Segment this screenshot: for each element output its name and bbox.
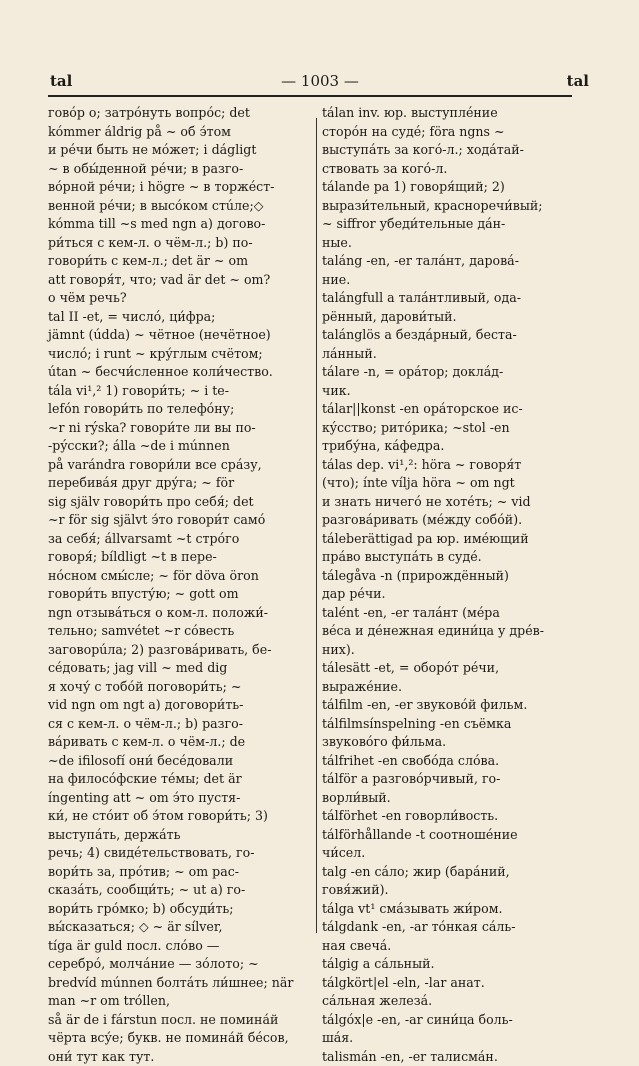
right-column bbox=[322, 104, 572, 1066]
right-column-line: tálfilmsínspelning -en съёмка bbox=[322, 715, 572, 734]
left-column-line: så är de i fárstun посл. не помина́й чёрта всу́е; букв. не помина́й бéсов, они́ тут как тут. bbox=[48, 1011, 310, 1066]
left-column-line: ри́ться с кем-л. о чём-л.; b) по- bbox=[48, 234, 310, 253]
left-column-line: перебивáя друг дру́га; ~ för bbox=[48, 474, 310, 493]
left-column-line: ngn отзывáться о ком-л. положи́- bbox=[48, 604, 310, 623]
left-column-line: tála vi¹,² 1) говори́ть; ~ i te- bbox=[48, 382, 310, 401]
right-column-line: tálande pa 1) говоря́щий; 2) bbox=[322, 178, 572, 197]
right-column-line: táleberättigad pa юр. имéющий bbox=[322, 530, 572, 549]
right-column-line: шáя. bbox=[322, 1029, 572, 1048]
right-column-line: (что); ínte vílja höra ~ om ngt bbox=[322, 474, 572, 493]
left-column-line: jämnt (údda) ~ чётное (нечётное) bbox=[48, 326, 310, 345]
right-column-line: дар рéчи. bbox=[322, 585, 572, 604]
right-column-line: tálas dep. vi¹,²: höra ~ говоря́т bbox=[322, 456, 572, 475]
left-column-line: tíga är guld посл. слóво — bbox=[48, 937, 310, 956]
right-column-line: прáво выступáть в судé. bbox=[322, 548, 572, 567]
right-column-line: tálgkört|el -eln, -lar анат. bbox=[322, 974, 572, 993]
running-head-left: tal bbox=[50, 72, 72, 90]
left-column-line: вори́ть за, прóтив; ~ om рас- bbox=[48, 863, 310, 882]
right-column-line: taláng -en, -er талáнт, даровá- bbox=[322, 252, 572, 271]
left-column-line: сéдовать; jag vill ~ med dig bbox=[48, 659, 310, 678]
left-column-line: -рýсски?; álla ~de i múnnen bbox=[48, 437, 310, 456]
left-column-line: о чём речь? bbox=[48, 289, 310, 308]
left-column-line: речь; 4) свидéтельствовать, го- bbox=[48, 844, 310, 863]
right-column-line: них). bbox=[322, 641, 572, 660]
left-column-line: ~r ni rýska? говори́те ли вы по- bbox=[48, 419, 310, 438]
right-column-line: ная свечá. bbox=[322, 937, 572, 956]
right-column-line: tálför a разговóрчивый, го- bbox=[322, 770, 572, 789]
left-column-line: сказáть, сообщи́ть; ~ ut a) го- bbox=[48, 881, 310, 900]
left-column-line: за себя́; állvarsamt ~t стрóго bbox=[48, 530, 310, 549]
left-column-line: kómma till ~s med ngn a) догово- bbox=[48, 215, 310, 234]
right-column-line: говя́жий). bbox=[322, 881, 572, 900]
right-column-line: ствовать за когó-л. bbox=[322, 160, 572, 179]
left-column-line: vid ngn om ngt а) договори́ть- bbox=[48, 696, 310, 715]
right-column-line: tálförhållande -t соотношéние bbox=[322, 826, 572, 845]
left-column-line: útan ~ бесчи́сленное коли́чество. bbox=[48, 363, 310, 382]
left-column-line: ~de ifilosofí они́ бесéдовали bbox=[48, 752, 310, 771]
left-column-line: говоря́; bíldligt ~t в пере- bbox=[48, 548, 310, 567]
right-column-line: кýсство; ритóрика; ~stol -en bbox=[322, 419, 572, 438]
left-column-line: tal II -et, = числó, ци́фра; bbox=[48, 308, 310, 327]
left-column-line: ~ в обы́денной рéчи; в разго- bbox=[48, 160, 310, 179]
right-column-line: talángfull a талáнтливый, ода- bbox=[322, 289, 572, 308]
left-column-line: íngenting att ~ om э́то пустя- bbox=[48, 789, 310, 808]
left-column-line: sig själv говори́ть про себя́; det bbox=[48, 493, 310, 512]
right-column-line: tálgig a сáльный. bbox=[322, 955, 572, 974]
right-column-line: вéса и дéнежная едини́ца у дрéв- bbox=[322, 622, 572, 641]
left-column-line: на филосóфские тéмы; det är bbox=[48, 770, 310, 789]
right-column-line: ~ siffror убеди́тельные дáн- bbox=[322, 215, 572, 234]
left-column-line: вори́ть грóмко; b) обсуди́ть; bbox=[48, 900, 310, 919]
left-column-line: вóрной рéчи; i högre ~ в торжéст- bbox=[48, 178, 310, 197]
right-column-line: tálan inv. юр. выступлéние bbox=[322, 104, 572, 123]
right-column-line: ные. bbox=[322, 234, 572, 253]
right-column-line: tálgdank -en, -ar тóнкая сáль- bbox=[322, 918, 572, 937]
column-divider bbox=[316, 118, 317, 933]
left-column-line: bredvíd múnnen болтáть ли́шнее; när man ~r om tróllen, bbox=[48, 974, 310, 1011]
right-column-line: ние. bbox=[322, 271, 572, 290]
left-column-line: венной рéчи; в высóком стúле;◇ bbox=[48, 197, 310, 216]
right-column-line: трибу́на, кáфедра. bbox=[322, 437, 572, 456]
right-column-line: звуковóго фи́льма. bbox=[322, 733, 572, 752]
left-column-line: вы́сказаться; ◇ ~ är sílver, bbox=[48, 918, 310, 937]
page-number: — 1003 — bbox=[270, 72, 370, 90]
right-column-line: talg -en сáло; жир (барáний, bbox=[322, 863, 572, 882]
header-rule bbox=[48, 95, 572, 97]
right-column-line: tálesätt -et, = оборóт рéчи, bbox=[322, 659, 572, 678]
left-column-line: att говоря́т, что; vad är det ~ om? bbox=[48, 271, 310, 290]
left-column-line: заговорúла; 2) разговáривать, бе- bbox=[48, 641, 310, 660]
left-column-line: вáривать с кем-л. о чём-л.; de bbox=[48, 733, 310, 752]
right-column-line: tálar||konst -en орáторское ис- bbox=[322, 400, 572, 419]
left-column-line: lefón говори́ть по телефóну; bbox=[48, 400, 310, 419]
left-column-line: говори́ть впусту́ю; ~ gott om bbox=[48, 585, 310, 604]
right-column-line: разговáривать (мéжду собóй). bbox=[322, 511, 572, 530]
right-column-line: talént -en, -er талáнт (мéра bbox=[322, 604, 572, 623]
right-column-line: выступáть за когó-л.; ходáтай- bbox=[322, 141, 572, 160]
running-head-right: tal bbox=[567, 72, 589, 90]
left-column bbox=[48, 104, 310, 1066]
right-column-line: tálga vt¹ смáзывать жи́ром. bbox=[322, 900, 572, 919]
right-column-line: tálförhet -en говорли́вость. bbox=[322, 807, 572, 826]
right-column-line: talismán -en, -er талисмáн. bbox=[322, 1048, 572, 1066]
left-column-line: ки́, не стóит об э́том говори́ть; 3) выступáть, держáть bbox=[48, 807, 310, 844]
right-column-line: чик. bbox=[322, 382, 572, 401]
right-column-line: сторóн на судé; föra ngns ~ bbox=[322, 123, 572, 142]
left-column-line: på varándra говори́ли все срáзу, bbox=[48, 456, 310, 475]
right-column-line: выражéние. bbox=[322, 678, 572, 697]
right-column-line: tálare -n, = орáтор; доклáд- bbox=[322, 363, 572, 382]
left-column-line: kómmer áldrig på ~ об э́том bbox=[48, 123, 310, 142]
right-column-line: talánglös a бездáрный, беста- bbox=[322, 326, 572, 345]
left-column-line: тельно; samvétet ~r сóвесть bbox=[48, 622, 310, 641]
right-column-line: tálgóx|e -en, -ar сини́ца боль- bbox=[322, 1011, 572, 1030]
right-column-line: и знать ничегó не хотéть; ~ vid bbox=[322, 493, 572, 512]
right-column-line: сáльная железá. bbox=[322, 992, 572, 1011]
right-column-line: ворли́вый. bbox=[322, 789, 572, 808]
left-column-line: нóсном смы́сле; ~ för döva öron bbox=[48, 567, 310, 586]
left-column-line: ~r för sig självt э́то говори́т самó bbox=[48, 511, 310, 530]
left-column-line: ся с кем-л. о чём-л.; b) разго- bbox=[48, 715, 310, 734]
left-column-line: я хочу́ с тобóй поговори́ть; ~ bbox=[48, 678, 310, 697]
right-column-line: tálfilm -en, -er звуковóй фильм. bbox=[322, 696, 572, 715]
right-column-line: рённый, дарови́тый. bbox=[322, 308, 572, 327]
right-column-line: лáнный. bbox=[322, 345, 572, 364]
right-column-line: чи́сел. bbox=[322, 844, 572, 863]
right-column-line: tálfrihet -en свобóда слóва. bbox=[322, 752, 572, 771]
left-column-line: говóр o; затрóнуть вопрóс; det bbox=[48, 104, 310, 123]
left-column-line: числó; i runt ~ кру́глым счётом; bbox=[48, 345, 310, 364]
left-column-line: серебрó, молчáние — зóлото; ~ bbox=[48, 955, 310, 974]
right-column-line: tálegåva -n (прирождённый) bbox=[322, 567, 572, 586]
left-column-line: и рéчи быть не мóжет; i dágligt bbox=[48, 141, 310, 160]
right-column-line: вырази́тельный, красноречи́вый; bbox=[322, 197, 572, 216]
left-column-line: говори́ть с кем-л.; det är ~ om bbox=[48, 252, 310, 271]
